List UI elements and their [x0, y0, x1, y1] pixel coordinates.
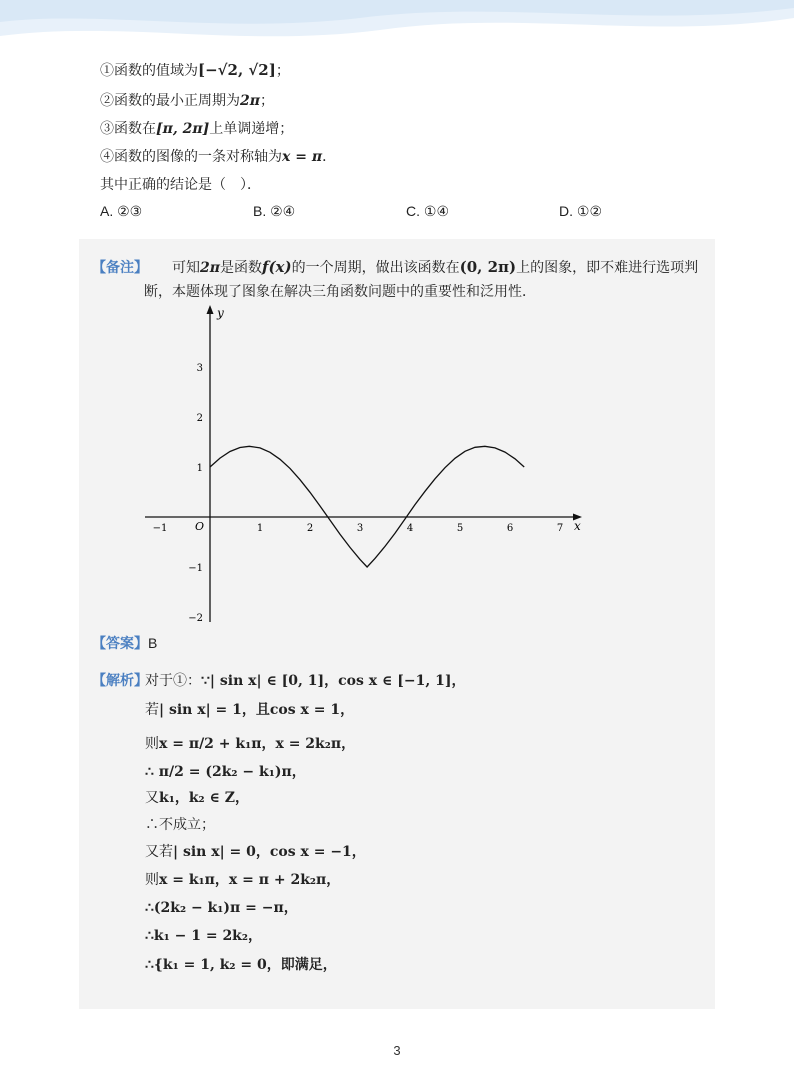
- analysis-line-2: [145, 699, 354, 719]
- statement-text: ④函数的图像的一条对称轴为: [100, 148, 282, 164]
- origin-label: O: [195, 520, 205, 533]
- analysis-line-9: [145, 897, 298, 917]
- x-tick-label: 4: [406, 523, 414, 534]
- statement-text: ②函数的最小正周期为: [100, 92, 240, 108]
- option-d[interactable]: D. ①②: [559, 203, 602, 219]
- x-tick-label: 3: [356, 523, 364, 534]
- analysis-math: ∴(2k₂ − k₁)π = −π，: [145, 900, 298, 916]
- analysis-math: ∴{k₁ = 1, k₂ = 0，即满足，: [145, 957, 337, 973]
- note-line-1: [172, 257, 698, 277]
- note-text: 上的图象，即不难进行选项判: [516, 259, 699, 275]
- analysis-math: ∵| sin x| ∈ [0, 1]，cos x ∈ [−1, 1]，: [201, 673, 466, 689]
- statement-math: [−√2, √2]: [198, 61, 276, 79]
- note-text: 可知: [172, 259, 200, 275]
- analysis-text: 则: [145, 871, 159, 887]
- analysis-line-8: [145, 869, 340, 889]
- analysis-math: ∴k₁ − 1 = 2k₂，: [145, 928, 263, 944]
- question-prompt: 其中正确的结论是（ ）．: [100, 176, 261, 192]
- note-text: 的一个周期，做出该函数在: [291, 259, 460, 275]
- x-tick-label: 7: [556, 523, 564, 534]
- x-tick-label: 6: [506, 523, 514, 534]
- answer-value: B: [148, 635, 158, 651]
- x-tick-label: 2: [306, 523, 314, 534]
- note-math: (0, 2π): [459, 258, 517, 276]
- analysis-text: 则: [145, 735, 159, 751]
- statement-punct: 上单调递增；: [209, 120, 294, 136]
- x-tick-label: 1: [256, 523, 264, 534]
- y-axis-arrow: [207, 305, 214, 314]
- option-a[interactable]: A. ②③: [100, 203, 143, 219]
- analysis-line-7: [145, 841, 366, 861]
- statement-1: [100, 60, 290, 80]
- analysis-line-11: [145, 954, 337, 974]
- analysis-text: 又: [145, 789, 159, 805]
- statement-math: x = π: [282, 149, 323, 165]
- x-axis-label: x: [574, 519, 581, 533]
- note-tag: 【备注】: [92, 259, 148, 275]
- analysis-line-6: [145, 814, 215, 834]
- y-tick-label: 3: [196, 363, 203, 374]
- analysis-line-1: [145, 670, 465, 690]
- analysis-math: ∴ π/2 = (2k₂ − k₁)π，: [145, 764, 306, 780]
- function-graph: [140, 300, 590, 625]
- x-tick-label: 5: [456, 523, 464, 534]
- y-axis-label: y: [217, 306, 224, 320]
- page-number: 3: [393, 1043, 401, 1058]
- statement-4: [100, 146, 336, 167]
- option-c[interactable]: C. ①④: [406, 203, 449, 219]
- analysis-line-5: [145, 787, 249, 807]
- analysis-line-4: [145, 761, 306, 781]
- answer-row: [92, 633, 157, 653]
- statement-3: [100, 118, 293, 139]
- analysis-text: ∴不成立；: [145, 816, 215, 832]
- note-math: 2π: [200, 260, 220, 276]
- answer-tag: 【答案】: [92, 635, 148, 651]
- statement-punct: ；: [260, 92, 274, 108]
- analysis-math: x = k₁π，x = π + 2k₂π，: [159, 872, 341, 888]
- analysis-math: | sin x| = 0，cos x = −1，: [173, 844, 366, 860]
- statement-math: 2π: [240, 93, 260, 109]
- analysis-line-3: [145, 733, 355, 753]
- analysis-math: x = π/2 + k₁π，x = 2k₂π，: [159, 736, 356, 752]
- y-tick-label: 1: [196, 463, 203, 474]
- analysis-tag: 【解析】: [92, 672, 148, 688]
- header-wave-decoration: [0, 0, 794, 60]
- analysis-text: 若: [145, 701, 159, 717]
- analysis-text: 对于①：: [145, 672, 201, 688]
- analysis-text: 又若: [145, 843, 173, 859]
- analysis-line-10: [145, 925, 262, 945]
- y-tick-label: −1: [188, 563, 203, 574]
- note-math: f(x): [262, 258, 292, 276]
- series-line: [210, 446, 524, 567]
- option-b[interactable]: B. ②④: [253, 203, 296, 219]
- analysis-math: k₁，k₂ ∈ Z，: [159, 790, 249, 806]
- statement-2: [100, 90, 274, 111]
- y-tick-label: 2: [196, 413, 203, 424]
- x-tick-label: −1: [152, 523, 168, 534]
- note-line-2: 断，本题体现了图象在解决三角函数问题中的重要性和泛用性．: [144, 283, 536, 299]
- y-tick-label: −2: [188, 613, 203, 624]
- analysis-math: | sin x| = 1，且cos x = 1，: [159, 702, 355, 718]
- statement-punct: ；: [275, 62, 290, 78]
- note-text: 是函数: [220, 259, 262, 275]
- statement-text: ①函数的值域为: [100, 62, 198, 78]
- statement-punct: ．: [322, 148, 337, 164]
- statement-text: ③函数在: [100, 120, 156, 136]
- statement-math: [π, 2π]: [156, 121, 210, 137]
